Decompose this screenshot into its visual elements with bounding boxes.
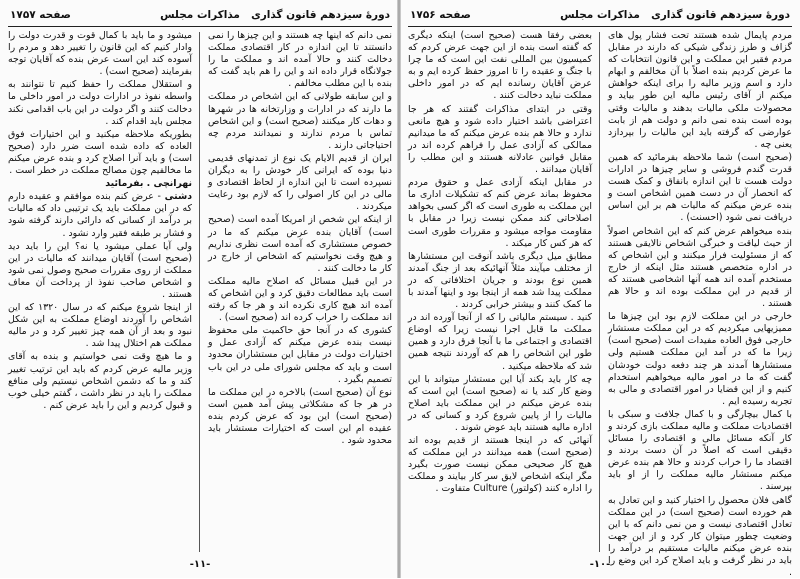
left-page-right-column <box>208 30 392 556</box>
paragraph: در این قبیل مسائل که اصلاح مالیه مملکت است باید مطالعات دقیق کرد و این اشخاص که آمده اند هیچ کاری نکرده اند و هر جا که رفته اند مملکت را خراب کرده اند (صحیح است) . <box>208 275 392 324</box>
left-page-number: -۱۱- <box>189 559 211 570</box>
paragraph: بعضی رفقا هست (صحیح است) اینکه دیگری که گفته است بنده از این جهت عرض کردم که کمیسیون بین المللی نفت این است که ما چرا با جنگ و عقیده را تا امروز حفظ کرده ایم و به عرض آقایان رسانده ایم که در امور داخلی مملکت نباید دخالت کنند . <box>408 30 592 102</box>
speaker-heading: نهرانچی . بفرمائید <box>105 178 192 190</box>
paragraph: آنهائی که در اینجا هستند از قدیم بوده اند (صحیح است) همه میدانند در این مملکت که هیچ کار صحیحی ممکن نیست صورت بگیرد مگر اینکه اشخاص لایق سر کار بیایند و مملکت را اداره کنند (کولتور) Culture متفاوت . <box>408 435 592 495</box>
paragraph: نوع آن (صحیح است) بالاخره در این مملکت ما در هر جا که مشکلاتی پیش آمد همین است (صحیح است) این بود که عرض کردم بنده عقیده ام این است که اختیارات مستشار باید محدود شود . <box>208 386 392 447</box>
column-divider <box>199 32 200 552</box>
speaker-name: دشتی <box>164 191 193 203</box>
right-page-left-column <box>408 30 592 556</box>
paragraph: و ما هیچ وقت نمی خواستیم و بنده به آقای وزیر مالیه عرض کردم که باید این ترتیب تغییر کند و ما که دشمن اشخاص نیستیم ولی منافع مملکت را باید در نظر داشت ، گفتم خیلی خوب و قبول کردیم و این را باید عرض کنم . <box>8 351 192 411</box>
left-page <box>6 6 394 572</box>
paragraph: کنید . سیستم مالیاتی را که از آنجا آورده اند در مملکت ما قابل اجرا نیست زیرا که اوضاع اقتصادی و اجتماعی ما با آنجا فرق دارد و همین طور این اشخاص را هم که آوردند نتیجه همین شد که ملاحظه میکنید . <box>408 312 592 372</box>
paragraph: کشوری که در آنجا حق حاکمیت ملی محفوظ نیست بنده عرض میکنم که آزادی عمل و اختیارات دولت در مقابل این مستشاران محدود است و باید که مجلس شورای ملی در این باب تصمیم بگیرد . <box>208 325 392 385</box>
right-header-subject: مذاکرات مجلس <box>560 9 640 21</box>
paragraph: بنده میخواهم عرض کنم که این اشخاص اصولاً از حیث لیاقت و خبرگی اشخاص نالایقی هستند که از مسئولیت فرار میکنند و این اشخاص که در اداره متخصص هستند مثل اینکه از خارج مستخدم آمده اند همه آنها اشخاصی هستند که از قدیم در این مملکت بوده اند و حالا هم هستند . <box>608 225 792 310</box>
left-page-header <box>6 6 394 26</box>
paragraph: در مقابل اینکه آزادی عمل و حقوق مردم محفوظ بماند عرض کنم که تشکیلات اداری ما این مملکت به طوری است که اگر کسی بخواهد اصلاحاتی کند ممکن نیست زیرا در مقابل با مقاومت مواجه میشود و مقررات طوری است که هر کس کار میکند . <box>408 177 592 249</box>
left-header-title: دورهٔ سیزدهم قانون گذاری <box>251 9 390 21</box>
paragraph: ایران از قدیم الایام یک نوع از تمدنهای قدیمی دنیا بوده که ایرانی کار خودش را به دیگران نسپرده است تا این اندازه از لحاظ اقتصادی و مالی در این کار اصولی را که لازم بود رعایت میکردند . <box>208 152 392 213</box>
right-page-right-column <box>608 30 792 579</box>
left-page-left-column <box>8 30 192 556</box>
paragraph: (صحیح است) شما ملاحظه بفرمائید که همین قدرت گندم فروشی و سایر چیزها در ادارات دولت هست تا این اندازه بانفاق و کمک هست که انحصار آن در دست همین اشخاص است و بنده عرض میکنم که مالیات هم بر این اساس دریافت نمی شود (احسنت) . <box>608 151 792 224</box>
paragraph: خارجی در این مملکت لازم بود این چیزها ما ممیزیهایی میکردیم که در این مملکت مستشار خارجی فوق العاده مفیدات است (صحیح است) زیرا ما که در آمد این مملکت هستیم ولی مستشارها آمدند هر چند دفعه دولت خودشان گفت که ما در امور مالیه میخواهیم استخدام کنیم و از این قضایا در امور اقتصادی و مالی به تجربه رسیده ایم . <box>608 311 792 407</box>
paragraph: از اینکه این شخص از امریکا آمده است (صحیح است) آقایان بنده عرض میکنم که ما در خصوص مستشاری که آمده است نظری نداریم و هیچ وقت نخواستیم که اشخاص از خارج در کار ما دخالت کنند . <box>208 214 392 274</box>
column-divider <box>599 32 600 552</box>
right-header-title: دورهٔ سیزدهم قانون گذاری <box>651 9 790 21</box>
paragraph: مطابق میل دیگری باشد آنوقت این مستشارها از مختلف میآیند مثلاً آنهائیکه بعد از جنگ آمدند همین نوع بودند و جریان اختلافاتی که در مملکت پیدا شد همه از اینجا بود و اینها آمدند با ما کمک کنند و بیشتر خرابی کردند . <box>408 250 592 311</box>
paragraph: نمی دانم که اینها چه هستند و این چیزها را نمی دانستند تا این اندازه در کار اقتصادی مملکت دخالت کنند و حالا آمده اند و مملکت ما را جولانگاه قرار داده اند و این را هم باید گفت که بنده با این مطلب مخالفم . <box>208 30 392 90</box>
right-page-header <box>406 6 794 26</box>
paragraph: گاهی فلان محصول را اختیار کنید و این تعادل به هم خورده است (صحیح است) در این مملکت تعادل اقتصادی نیست و من نمی دانم که با این وضعیت چطور میتوان کار کرد و از این جهت بنده عرض میکنم مالیات مستقیم بر درآمد را باید در نظر گرفت و باید اصلاح کرد این وضع را . <box>608 494 792 579</box>
paragraph: مردم پایمال شده هستند تحت فشار پول های گزاف و طرز زندگی شیکی که دارند در مقابل مردم فقیر این مملکت و این قانون انتخابات که ما عرض کردیم بنده اصلاً با آن مخالفم و ابهام دارد و اسم وزیر مالیه را برای اینکه خواهش میکنم از آقای رئیس مالیه این طور بیاید و محصولات ملکی مالیات بدهند و مالیات وقتی بوده است بنده نمی دانم و دولت هم از بابت عوارضی که گرفته باید این مالیات را بپردازد یعنی چه . <box>608 30 792 150</box>
paragraph: بطوریکه ملاحظه میکنید و این اختیارات فوق العاده که داده شده است ضرر دارد (صحیح است) و باید آنرا اصلاح کرد و بنده عرض میکنم ما مخالفیم چون مصالح مملکت در خطر است . <box>8 128 192 177</box>
right-page-number: -۱۰- <box>589 559 611 570</box>
paragraph: چه کار باید بکند آیا این مستشار میتواند با این وضع کار کند یا نه (صحیح است) این است که بنده عرض میکنم در این مملکت باید اصلاح مالیات را از پایین شروع کرد و کسانی که در اداره مالیه هستند باید عوض شوند . <box>408 373 592 433</box>
paragraph: و استقلال مملکت را حفظ کنیم تا نتوانند به واسطه نفوذ در ادارات دولت در امور داخلی ما دخالت کنند و اگر دولت در این باب اقدامی نکند مجلس باید اقدام کند . <box>8 79 192 127</box>
paragraph: میشود و ما باید با کمال قوت و قدرت دولت را وادار کنیم که این قانون را تغییر دهد و مردم را آسوده کند این است عرض بنده که آقایان توجه بفرمایند (صحیح است) . <box>8 30 192 78</box>
right-header-page: صفحه ۱۷۵۶ <box>410 9 471 21</box>
left-header-page: صفحه ۱۷۵۷ <box>10 9 71 21</box>
paragraph <box>8 191 192 239</box>
speech-text: - عرض کنم بنده موافقم و عقیده دارم که در این مملکت باید یک ترتیبی داد که مالیات بر درآمد از کسانی که دارائی دارند گرفته شود و فشار بر طبقه فقیر وارد نشود . <box>8 191 192 239</box>
book-gutter <box>397 0 401 578</box>
left-header-rule <box>8 26 392 27</box>
left-header-subject: مذاکرات مجلس <box>160 9 240 21</box>
right-header-rule <box>408 26 792 27</box>
left-page-columns <box>6 30 394 556</box>
paragraph: وقتی در ابتدای مذاکرات گفتند که هر جا اعتراضی باشد اختیار داده شود و هیچ مانعی ندارد و حالا هم بنده عرض میکنم که ما میدانیم ممالکی که آزادی عمل را فراهم کرده اند در مقابل قوانین عادلانه هستند و این مطلب را آقایان میدانند . <box>408 103 592 176</box>
paragraph: و این سابقه طولانی که این اشخاص در مملکت ما دارند که در ادارات و وزارتخانه ها در شهرها و دهات کار میکنند (صحیح است) و این اشخاص تماس با مردم ندارند و نمیدانند مردم چه احتیاجاتی دارند . <box>208 91 392 151</box>
paragraph: از اینجا شروع میکنم که در سال ۱۳۲۰ که این اشخاص را آوردند اوضاع مملکت به این شکل نبود و بعد از آن همه چیز تغییر کرد و در مالیه مملکت هم اختلال پیدا شد . <box>8 302 192 350</box>
paragraph: با کمال بیچارگی و با کمال جلافت و سبکی با اقتصادیات مملکت و مالیه مملکت بازی کردند و کار آنکه مسائل مالی و اقتصادی را مسائل دقیقی است که اصلاً در آن دست بردند و اقتصاد ما را خراب کردند و حالا هم بنده عرض میکنم مستشار مالیه مملکت را از او باید بپرسند . <box>608 408 792 493</box>
right-page <box>406 6 794 579</box>
paragraph: ولی آیا عملی میشود یا نه؟ این را باید دید (صحیح است) آقایان میدانند که مالیات در این مملکت از روی مقررات صحیح وصول نمی شود و اشخاص صاحب نفوذ از پرداخت آن معاف هستند . <box>8 240 192 300</box>
